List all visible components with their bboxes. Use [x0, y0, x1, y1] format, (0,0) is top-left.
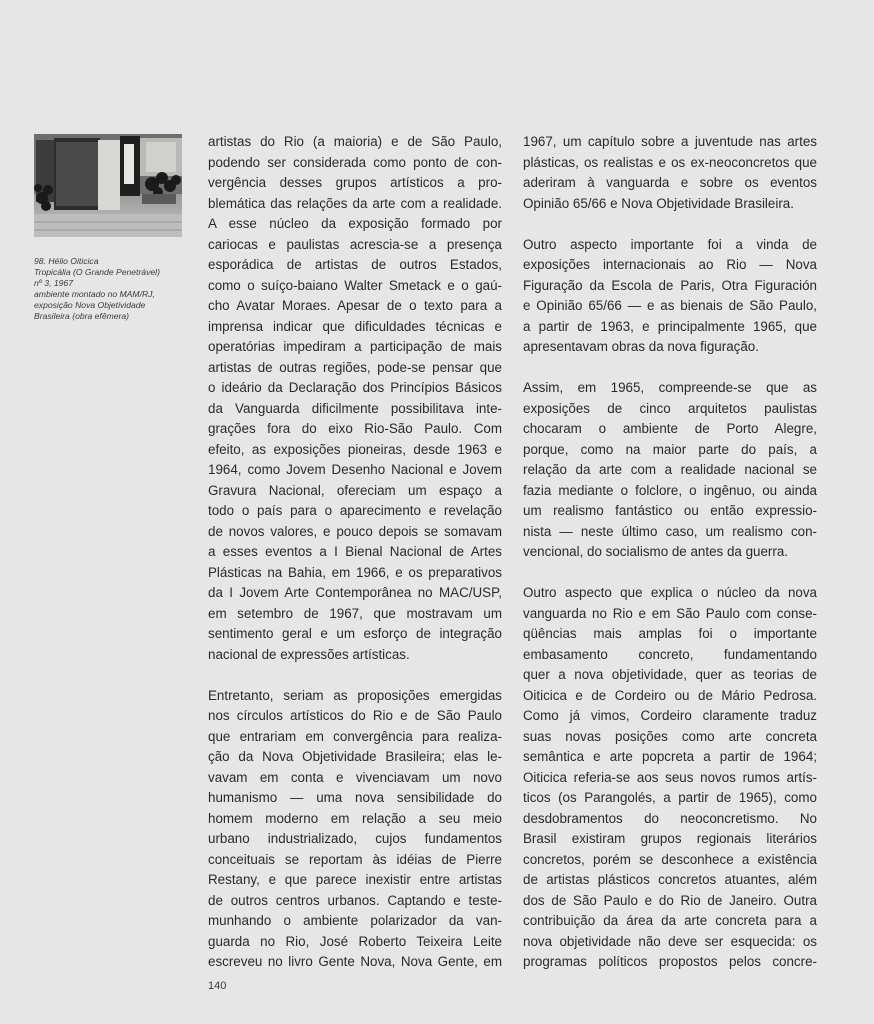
caption-line: ambiente montado no MAM/RJ,	[34, 289, 155, 299]
text-line: Outro aspecto importante foi a vinda de	[523, 236, 817, 252]
text-line: A esse núcleo da exposição formado por	[208, 216, 502, 231]
text-line: como o suíço-baiano Walter Smetack e o gaú-	[208, 277, 502, 293]
text-line: vencional, do socialismo de antes da guerra.	[523, 544, 788, 559]
text-line: que entrariam em convergência para realiza-	[208, 728, 502, 744]
paragraph-gap	[523, 214, 817, 235]
text-line: podendo ser considerada como ponto de con-	[208, 154, 502, 170]
text-line: a partir de 1963, e principalmente 1965, que	[523, 318, 817, 334]
text-line: homem moderno em relação a seu meio	[208, 810, 502, 826]
text-line: relação da arte com a realidade nacional se	[523, 462, 817, 477]
text-line: Outro aspecto que explica o núcleo da nova	[523, 585, 817, 600]
caption-line: Brasileira (obra efêmera)	[34, 311, 130, 321]
text-line: Como já vimos, Cordeiro claramente traduz	[523, 708, 817, 723]
text-line: Opinião 65/66 e Nova Objetividade Brasileira.	[523, 195, 794, 211]
text-line: qüências mais amplas foi o importante	[523, 626, 817, 641]
caption-line: Tropicália (O Grande Penetrável)	[34, 267, 160, 277]
text-line: ticos (os Parangolés, a partir de 1965), como	[523, 790, 817, 805]
text-line: apresentavam obras da nova figuração.	[523, 339, 759, 354]
text-line: 1964, como Jovem Desenho Nacional e Jovem	[208, 462, 502, 477]
text-line: plásticas, os realistas e os ex-neoconcretos que	[523, 154, 817, 170]
text-line: urbano industrializado, cujos fundamentos	[208, 831, 502, 846]
text-line: nos círculos artísticos do Rio e de São Paulo	[208, 708, 502, 723]
text-line: contribuição da área da arte concreta para a	[523, 913, 817, 928]
text-line: desdobramentos do neoconcretismo. No	[523, 810, 817, 826]
text-column-left	[208, 132, 502, 973]
text-line: semântica e arte popcreta a partir de 1964;	[523, 749, 817, 764]
page-number: 140	[208, 980, 227, 992]
text-line: sentimento geral e um esforço de integração	[208, 626, 502, 641]
text-line: nova objetividade não deve ser esquecida: os	[523, 933, 817, 949]
text-line: da Vanguarda dificilmente possibilitava inte-	[208, 400, 502, 416]
text-line: Gravura Nacional, ofereciam um espaço a	[208, 482, 502, 498]
caption-line: nº 3, 1967	[34, 278, 73, 288]
text-line: guarda no Rio, José Roberto Teixeira Leite	[208, 933, 502, 949]
text-line: e Opinião 65/66 — e as bienais de São Paulo,	[523, 298, 817, 313]
text-line: de novos valores, e pouco depois se somavam	[208, 523, 502, 539]
text-line: nacional de expressões artísticas.	[208, 646, 410, 662]
paragraph-gap	[208, 665, 502, 686]
text-line: em setembro de 1967, que mostravam um	[208, 605, 502, 621]
text-line: Assim, em 1965, compreende-se que as	[523, 380, 817, 395]
text-line: 1967, um capítulo sobre a juventude nas artes	[523, 134, 817, 149]
text-line: o ideário da Declaração dos Princípios Básicos	[208, 380, 502, 395]
text-line: nista — neste último caso, um realismo con-	[523, 523, 817, 539]
paragraph-gap	[523, 563, 817, 584]
text-line: Brasil existiram grupos regionais literários	[523, 831, 817, 846]
text-line: artistas de outras regiões, pode-se pensar que	[208, 359, 502, 375]
text-line: escreveu no livro Gente Nova, Nova Gente, em	[208, 954, 502, 969]
text-line: dos de São Paulo e do Rio de Janeiro. Outra	[523, 892, 817, 908]
text-line: Plásticas na Bahia, em 1966, e os preparativos	[208, 564, 502, 580]
photo-caption	[34, 256, 194, 322]
text-line: exposições internacionais ao Rio — Nova	[523, 257, 817, 272]
text-line: da I Jovem Arte Contemporânea no MAC/USP,	[208, 585, 502, 600]
caption-line: exposição Nova Objetividade	[34, 300, 146, 310]
text-line: cho Avatar Moraes. Apesar de o texto para a	[208, 298, 502, 313]
text-line: efeito, as exposições pioneiras, desde 1963 e	[208, 441, 502, 457]
text-line: de artistas plásticos concretos atuantes, além	[523, 872, 817, 887]
text-line: todo o país para o aparecimento e revelação	[208, 503, 502, 518]
text-line: blemática das relações da arte com a realidade.	[208, 195, 502, 211]
text-line: chocaram o ambiente de Porto Alegre,	[523, 421, 817, 436]
text-line: grações fora do eixo Rio-São Paulo. Com	[208, 421, 502, 436]
text-line: munhando o ambiente polarizador da van-	[208, 913, 502, 928]
text-line: Figuração da Escola de Paris, Otra Figuración	[523, 277, 817, 293]
text-line: vavam em conta e vivenciavam um novo	[208, 769, 502, 785]
caption-line: 98. Hélio Oiticica	[34, 256, 99, 266]
text-line: Entretanto, seriam as proposições emergidas	[208, 687, 502, 703]
text-line: concretos, porém se desconhece a existência	[523, 851, 817, 867]
text-line: esporádica de artistas de outros Estados,	[208, 257, 502, 272]
text-column-right	[523, 132, 817, 973]
text-line: imprensa indicar que dificuldades técnicas e	[208, 318, 502, 334]
text-line: quer a nova objetividade, quer as teorias de	[523, 667, 817, 682]
text-line: fazia mediante o folclore, o ingênuo, ou ainda	[523, 482, 817, 498]
text-line: artistas do Rio (a maioria) e de São Paulo,	[208, 134, 502, 149]
text-line: programas políticos propostos pelos concre-	[523, 954, 817, 969]
text-line: cariocas e paulistas acrescia-se a presença	[208, 236, 502, 252]
text-line: Oiticica e de Cordeiro ou de Mário Pedrosa.	[523, 687, 817, 703]
text-line: ção da Nova Objetividade Brasileira; elas le-	[208, 749, 502, 764]
text-line: Restany, e que parece inexistir entre artistas	[208, 872, 502, 887]
text-line: porque, como na maior parte do país, a	[523, 441, 817, 457]
text-line: de outros centros urbanos. Captando e teste-	[208, 892, 502, 908]
text-line: conceituais se reportam às idéias de Pierre	[208, 851, 502, 867]
tropicalia-photo-image	[34, 134, 182, 237]
text-line: operatórias impediram a participação de mais	[208, 339, 502, 354]
text-line: a esses eventos a I Bienal Nacional de Artes	[208, 544, 502, 559]
text-line: humanismo — uma nova sensibilidade do	[208, 790, 502, 805]
text-line: vanguarda no Rio e em São Paulo com conse-	[523, 605, 817, 621]
text-line: um realismo fantástico ou então expressio-	[523, 503, 817, 518]
text-line: suas novas posições como arte concreta	[523, 728, 817, 744]
text-line: vergência desses grupos artísticos a pro-	[208, 175, 502, 190]
artwork-photo	[34, 134, 182, 237]
text-line: exposições de cinco arquitetos paulistas	[523, 400, 817, 416]
text-line: embasamento concreto, fundamentando	[523, 646, 817, 662]
text-line: Oiticica referia-se aos seus novos rumos artís-	[523, 769, 817, 785]
text-line: aderiram à vanguarda e sobre os eventos	[523, 175, 817, 190]
paragraph-gap	[523, 358, 817, 379]
